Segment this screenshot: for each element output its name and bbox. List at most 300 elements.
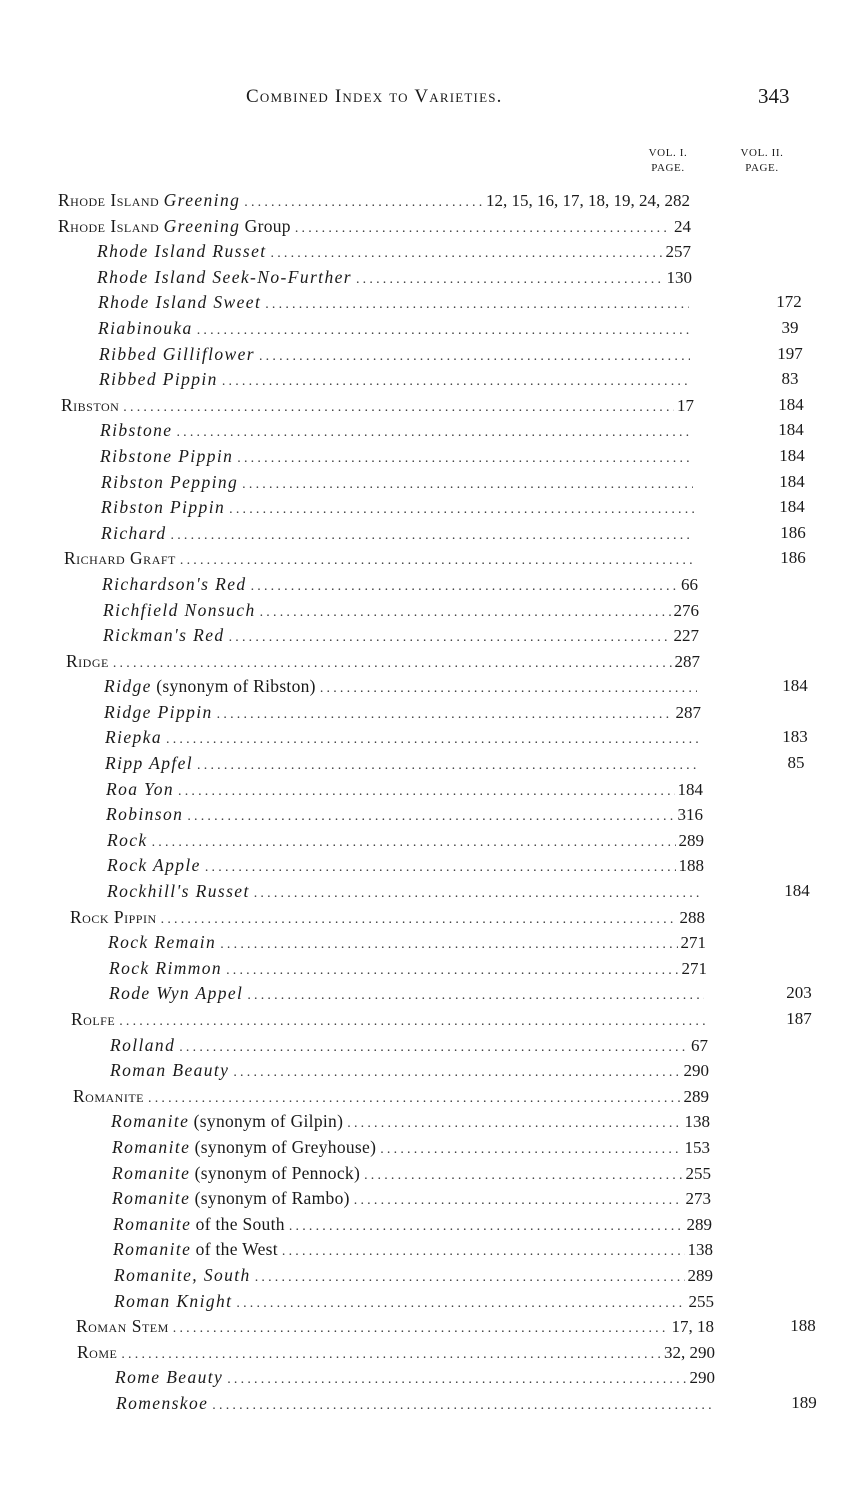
index-row <box>0 1058 850 1084</box>
entry-name <box>104 700 213 724</box>
index-row <box>0 905 850 931</box>
index-entry <box>114 1289 714 1313</box>
entry-name <box>114 1289 232 1313</box>
index-row <box>0 1340 850 1366</box>
page-number: 343 <box>758 84 790 108</box>
index-row <box>0 853 850 879</box>
vol1-page-ref: 289 <box>678 830 704 850</box>
index-row <box>0 444 850 470</box>
dot-leader <box>356 268 664 289</box>
index-row <box>0 1186 850 1212</box>
entry-name <box>101 470 238 494</box>
index-row <box>0 725 850 751</box>
vol1-page-ref: 257 <box>665 242 691 262</box>
dot-leader <box>242 473 693 494</box>
index-row <box>0 649 850 675</box>
index-entry <box>111 1109 710 1133</box>
dot-leader <box>254 882 702 903</box>
entry-name <box>101 495 225 519</box>
dot-leader <box>236 1292 685 1313</box>
vol2-page-ref: 39 <box>781 317 799 337</box>
vol1-page-ref: 227 <box>673 626 699 646</box>
entry-name <box>100 418 172 442</box>
index-entry <box>106 777 703 801</box>
index-entry <box>76 1314 714 1338</box>
vol2-page-ref: 83 <box>781 369 799 389</box>
vol1-page-ref: 24 <box>674 216 691 236</box>
index-entry <box>106 802 703 826</box>
vol2-page-ref: 184 <box>778 394 804 414</box>
dot-leader <box>187 805 674 826</box>
index-row <box>0 1135 850 1161</box>
synonym-name: Romenskoe <box>116 1392 209 1413</box>
entry-name <box>107 828 148 852</box>
vol1-page-ref: 289 <box>687 1265 713 1285</box>
index-row <box>0 521 850 547</box>
entry-name <box>109 956 222 980</box>
dot-leader <box>113 652 672 673</box>
entry-name <box>107 853 201 877</box>
dot-leader <box>233 1061 680 1082</box>
vol2-page-ref: 183 <box>782 727 808 747</box>
index-entry <box>109 981 707 1005</box>
entry-name <box>71 1007 115 1031</box>
index-row <box>0 342 850 368</box>
main-variety-name: Ribston <box>61 394 120 415</box>
entry-name <box>110 1058 229 1082</box>
index-row <box>0 879 850 905</box>
dot-leader <box>173 1317 669 1338</box>
dot-leader <box>148 1087 681 1108</box>
index-row <box>0 828 850 854</box>
synonym-name: Richfield Nonsuch <box>103 599 256 620</box>
index-row <box>0 981 850 1007</box>
entry-name <box>76 1314 169 1338</box>
dot-leader <box>161 908 677 929</box>
vol1-page-ref: 255 <box>685 1163 711 1183</box>
dot-leader <box>123 396 674 417</box>
entry-name <box>103 598 256 622</box>
entry-name <box>61 393 119 417</box>
synonym-name: Ribstone Pippin <box>100 445 234 466</box>
index-row <box>0 700 850 726</box>
index-entry <box>104 674 700 698</box>
entry-name <box>58 214 291 238</box>
synonym-name: Rockhill's Russet <box>107 881 250 902</box>
synonym-name: Ribbed Pippin <box>99 369 218 390</box>
index-row <box>0 214 850 240</box>
index-entry <box>103 598 699 622</box>
index-row <box>0 1237 850 1263</box>
vol1-column-header <box>640 146 696 176</box>
index-row <box>0 1161 850 1187</box>
vol2-page-ref: 172 <box>776 292 802 312</box>
synonym-name: Roman Knight <box>114 1290 233 1311</box>
dot-leader <box>222 370 691 391</box>
dot-leader <box>217 703 673 724</box>
vol2-page-ref: 184 <box>778 420 804 440</box>
synonym-name: Riepka <box>105 727 162 748</box>
entry-name <box>97 265 352 289</box>
entry-name <box>101 521 167 545</box>
dot-leader <box>289 1215 684 1236</box>
dot-leader <box>205 856 676 877</box>
vol1-page-ref: 290 <box>689 1368 715 1388</box>
entry-note: Group <box>244 215 291 236</box>
vol1-page-ref: 130 <box>666 267 692 287</box>
index-entry <box>97 265 692 289</box>
index-row <box>0 1391 850 1417</box>
main-variety-name: Romanite <box>73 1085 144 1106</box>
synonym-name: Romanite, South <box>114 1264 251 1285</box>
index-entry <box>99 367 694 391</box>
index-entry <box>100 418 695 442</box>
entry-name <box>112 1186 350 1210</box>
index-entry <box>101 521 697 545</box>
entry-name <box>114 1263 251 1287</box>
vol2-page-ref: 184 <box>782 676 808 696</box>
index-row <box>0 1007 850 1033</box>
vol2-column-header <box>730 146 794 176</box>
vol1-page-ref: 255 <box>688 1291 714 1311</box>
entry-note: (synonym of Rambo) <box>194 1188 350 1209</box>
entry-name <box>58 188 240 212</box>
index-entry <box>64 546 698 570</box>
vol1-page-ref: 138 <box>687 1240 713 1260</box>
index-row <box>0 470 850 496</box>
index-entry <box>97 239 691 263</box>
index-row <box>0 393 850 419</box>
entry-name <box>109 981 243 1005</box>
synonym-name: Rock Rimmon <box>109 957 223 978</box>
index-entry <box>109 956 707 980</box>
index-entry <box>116 1391 716 1415</box>
index-row <box>0 1033 850 1059</box>
dot-leader <box>226 959 678 980</box>
dot-leader <box>121 1343 661 1364</box>
dot-leader <box>119 1010 705 1031</box>
entry-name <box>105 751 193 775</box>
dot-leader <box>282 1240 685 1261</box>
vol1-page-ref: 153 <box>684 1137 710 1157</box>
dot-leader <box>178 780 675 801</box>
dot-leader <box>271 242 663 263</box>
index-entry <box>107 879 705 903</box>
entry-name <box>112 1135 376 1159</box>
index-entry <box>102 572 698 596</box>
dot-leader <box>295 217 671 238</box>
vol1-page-ref: 287 <box>674 651 700 671</box>
entry-name <box>108 930 216 954</box>
index-entry <box>115 1365 715 1389</box>
vol1-page-ref: 316 <box>677 805 703 825</box>
index-entry <box>70 905 705 929</box>
entry-name <box>99 367 218 391</box>
index-entry <box>73 1084 709 1108</box>
entry-name <box>100 444 233 468</box>
index-row <box>0 1314 850 1340</box>
dot-leader <box>197 319 690 340</box>
vol2-page-ref: 184 <box>779 471 805 491</box>
entry-name <box>111 1109 343 1133</box>
vol1-page-ref: 17, 18 <box>671 1317 714 1337</box>
index-row <box>0 1289 850 1315</box>
synonym-name: Ridge <box>104 676 152 697</box>
synonym-name: Romanite <box>112 1162 191 1183</box>
index-row <box>0 751 850 777</box>
vol1-page-ref: 271 <box>680 933 706 953</box>
running-header <box>0 86 850 116</box>
vol2-page-ref: 184 <box>779 497 805 517</box>
entry-note: (synonym of Gilpin) <box>193 1111 344 1132</box>
synonym-name: Rhode Island Seek-No-Further <box>97 266 352 287</box>
index-entry <box>104 700 701 724</box>
vol2-page-ref: 188 <box>790 1316 816 1336</box>
index-entry <box>108 930 706 954</box>
dot-leader <box>255 1266 685 1287</box>
dot-leader <box>259 345 690 366</box>
index-entry <box>101 495 697 519</box>
running-title: Combined Index to Varieties. <box>246 86 503 107</box>
index-entry <box>58 214 691 238</box>
synonym-name: Rome Beauty <box>115 1367 224 1388</box>
synonym-name: Rhode Island Russet <box>97 241 267 262</box>
vol1-page-label: PAGE. <box>651 162 685 174</box>
dot-leader <box>380 1138 681 1159</box>
index-row <box>0 546 850 572</box>
dot-leader <box>260 601 671 622</box>
vol1-page-ref: 17 <box>677 395 694 415</box>
index-row <box>0 930 850 956</box>
index-entry <box>103 623 699 647</box>
dot-leader <box>227 1368 686 1389</box>
index-entry <box>110 1058 709 1082</box>
dot-leader <box>247 984 704 1005</box>
variety-name-qualifier: Greening <box>163 190 241 210</box>
index-entry <box>71 1007 708 1031</box>
synonym-name: Ribston Pippin <box>101 497 226 518</box>
index-entry <box>105 751 702 775</box>
dot-leader <box>197 754 699 775</box>
dot-leader <box>364 1164 682 1185</box>
index-row <box>0 495 850 521</box>
index-row <box>0 239 850 265</box>
dot-leader <box>229 626 671 647</box>
dot-leader <box>354 1189 683 1210</box>
index-row <box>0 674 850 700</box>
vol1-page-ref: 290 <box>683 1061 709 1081</box>
index-row <box>0 777 850 803</box>
entry-name <box>98 290 261 314</box>
dot-leader <box>251 575 678 596</box>
index-entry <box>112 1161 711 1185</box>
index-entry <box>105 725 702 749</box>
dot-leader <box>212 1394 713 1415</box>
dot-leader <box>220 933 677 954</box>
entry-name <box>97 239 267 263</box>
entry-name <box>116 1391 208 1415</box>
vol1-label: VOL. I. <box>648 147 688 159</box>
entry-note: (synonym of Ribston) <box>156 676 316 697</box>
vol1-page-ref: 32, 290 <box>664 1342 715 1362</box>
index-entry <box>99 342 693 366</box>
vol2-page-ref: 203 <box>786 983 812 1003</box>
entry-note: (synonym of Pennock) <box>194 1162 361 1183</box>
entry-note: of the West <box>195 1239 278 1260</box>
synonym-name: Rock <box>107 829 148 850</box>
index-row <box>0 1365 850 1391</box>
entry-name <box>102 572 247 596</box>
index-entry <box>58 188 690 212</box>
entry-name <box>104 674 316 698</box>
vol2-page-ref: 85 <box>787 753 805 773</box>
entry-note: of the South <box>195 1213 285 1234</box>
entry-name <box>107 879 250 903</box>
synonym-name: Ribbed Gilliflower <box>99 343 255 364</box>
synonym-name: Romanite <box>112 1136 191 1157</box>
dot-leader <box>152 831 676 852</box>
vol2-page-ref: 187 <box>786 1009 812 1028</box>
vol2-label: VOL. II. <box>740 147 784 159</box>
index-entry <box>113 1237 713 1261</box>
synonym-name: Rock Remain <box>108 932 217 953</box>
vol2-page-ref: 197 <box>777 343 803 363</box>
index-row <box>0 623 850 649</box>
entry-name <box>115 1365 223 1389</box>
main-variety-name: Rock Pippin <box>70 906 157 927</box>
index-entry-list <box>0 188 850 1417</box>
dot-leader <box>347 1112 681 1133</box>
index-row <box>0 598 850 624</box>
synonym-name: Ribston Pepping <box>101 471 239 492</box>
synonym-name: Rickman's Red <box>103 625 225 646</box>
index-entry <box>100 444 696 468</box>
index-entry <box>101 470 696 494</box>
vol1-page-ref: 184 <box>677 779 703 799</box>
index-entry <box>77 1340 715 1364</box>
index-row <box>0 290 850 316</box>
vol2-page-ref: 186 <box>780 548 806 568</box>
vol1-page-ref: 67 <box>691 1035 708 1055</box>
index-row <box>0 1084 850 1110</box>
synonym-name: Romanite <box>113 1213 192 1234</box>
synonym-name: Roman Beauty <box>110 1060 230 1081</box>
synonym-name: Rolland <box>110 1034 176 1055</box>
vol1-page-ref: 287 <box>675 702 701 722</box>
synonym-name: Ribstone <box>100 420 173 441</box>
index-row <box>0 265 850 291</box>
main-variety-name: Rhode Island <box>58 215 160 236</box>
dot-leader <box>171 524 694 545</box>
main-variety-name: Richard Graft <box>64 548 176 569</box>
index-entry <box>107 828 704 852</box>
index-entry <box>114 1263 713 1287</box>
index-row <box>0 418 850 444</box>
dot-leader <box>244 191 483 212</box>
entry-name <box>106 802 183 826</box>
entry-name <box>110 1033 175 1057</box>
vol1-page-ref: 188 <box>678 856 704 876</box>
main-variety-name: Rome <box>77 1341 118 1362</box>
synonym-name: Richard <box>101 522 167 543</box>
vol1-page-ref: 66 <box>681 574 698 594</box>
index-entry <box>110 1033 708 1057</box>
entry-name <box>106 777 174 801</box>
entry-name <box>103 623 225 647</box>
vol1-page-ref: 271 <box>681 958 707 978</box>
entry-name <box>113 1212 285 1236</box>
entry-name <box>73 1084 144 1108</box>
vol2-page-ref: 184 <box>784 881 810 901</box>
vol1-page-ref: 138 <box>684 1112 710 1132</box>
vol1-page-ref: 276 <box>673 600 699 620</box>
entry-name <box>64 546 176 570</box>
column-headers <box>0 146 850 182</box>
vol1-page-ref: 289 <box>683 1086 709 1106</box>
entry-name <box>70 905 157 929</box>
index-entry <box>113 1212 712 1236</box>
synonym-name: Ripp Apfel <box>105 753 194 774</box>
index-entry <box>61 393 694 417</box>
synonym-name: Rock Apple <box>107 855 201 876</box>
dot-leader <box>166 728 699 749</box>
dot-leader <box>176 421 692 442</box>
dot-leader <box>229 498 694 519</box>
vol1-page-ref: 289 <box>686 1214 712 1234</box>
index-entry <box>112 1135 710 1159</box>
entry-name <box>66 649 109 673</box>
vol2-page-label: PAGE. <box>745 162 779 174</box>
variety-name-qualifier: Greening <box>163 215 241 236</box>
synonym-name: Richardson's Red <box>102 573 247 594</box>
index-row <box>0 956 850 982</box>
synonym-name: Riabinouka <box>98 317 193 338</box>
index-entry <box>112 1186 711 1210</box>
synonym-name: Rhode Island Sweet <box>98 292 262 313</box>
entry-name <box>105 725 162 749</box>
index-entry <box>107 853 704 877</box>
entry-note: (synonym of Greyhouse) <box>194 1136 377 1157</box>
dot-leader <box>320 677 697 698</box>
dot-leader <box>237 447 693 468</box>
entry-name <box>98 316 193 340</box>
synonym-name: Roa Yon <box>106 778 174 799</box>
dot-leader <box>180 549 695 570</box>
main-variety-name: Rhode Island <box>58 190 160 210</box>
index-row <box>0 1109 850 1135</box>
main-variety-name: Roman Stem <box>76 1316 169 1337</box>
dot-leader <box>265 293 689 314</box>
index-row <box>0 802 850 828</box>
index-row <box>0 1212 850 1238</box>
index-entry <box>98 290 692 314</box>
vol1-page-ref: 273 <box>685 1189 711 1209</box>
index-row <box>0 1263 850 1289</box>
index-row <box>0 188 850 214</box>
index-row <box>0 316 850 342</box>
entry-name <box>99 342 255 366</box>
index-entry <box>66 649 700 673</box>
index-row <box>0 572 850 598</box>
main-variety-name: Ridge <box>66 650 109 671</box>
synonym-name: Romanite <box>112 1188 191 1209</box>
synonym-name: Rode Wyn Appel <box>109 983 244 1004</box>
synonym-name: Ridge Pippin <box>104 701 213 722</box>
synonym-name: Romanite <box>111 1111 190 1132</box>
entry-name <box>112 1161 360 1185</box>
vol2-page-ref: 184 <box>779 445 805 465</box>
entry-name <box>77 1340 117 1364</box>
